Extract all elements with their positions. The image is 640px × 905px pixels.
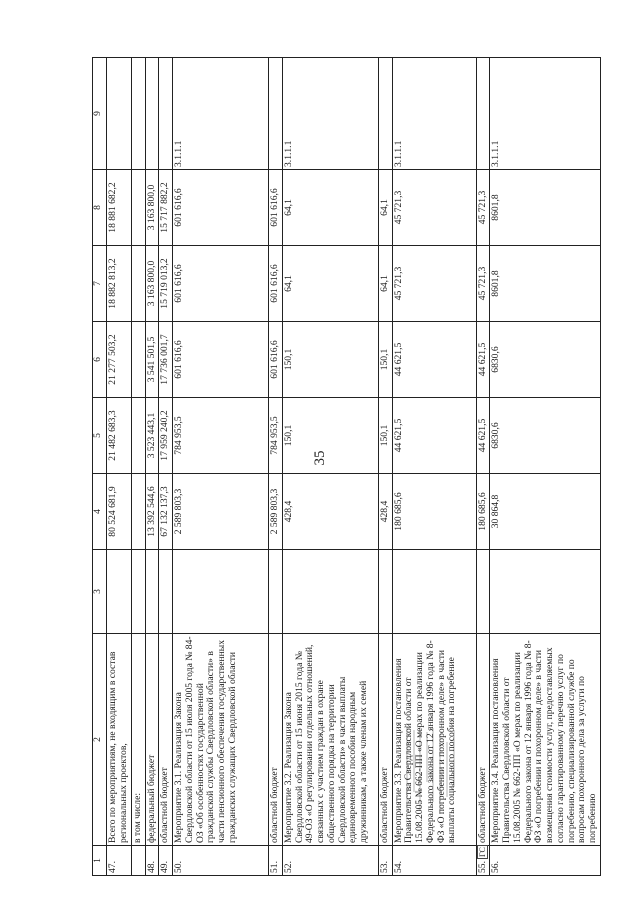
cell-year-3: 601 616,6	[173, 246, 269, 322]
row-number	[132, 846, 146, 876]
cell-year-3: 15 719 013,2	[159, 246, 173, 322]
row-number: 51.	[269, 846, 283, 876]
row-number: 47.	[107, 846, 132, 876]
header-cell: 3	[93, 550, 107, 634]
cell-year-4: 15 717 882,2	[159, 170, 173, 246]
cell-total: 80 524 681,9	[107, 474, 132, 550]
header-cell: 9	[93, 58, 107, 170]
cell-total: 67 132 137,3	[159, 474, 173, 550]
cell-year-4: 64,1	[378, 170, 392, 246]
table-row	[392, 58, 476, 876]
cell-year-1: 150,1	[378, 398, 392, 474]
cell-year-4: 64,1	[282, 170, 378, 246]
cell-col3	[476, 550, 490, 634]
table-row	[173, 58, 269, 876]
header-cell: 7	[93, 246, 107, 322]
cell-year-2: 601 616,6	[269, 322, 283, 398]
cell-total: 428,4	[282, 474, 378, 550]
cell-col3	[107, 550, 132, 634]
cell-year-2: 3 541 501,5	[145, 322, 159, 398]
cell-year-3: 45 721,3	[392, 246, 476, 322]
header-row	[93, 58, 107, 876]
stamp-mark: ГС	[477, 847, 487, 857]
cell-year-4: 45 721,3	[392, 170, 476, 246]
cell-target-ref	[159, 58, 173, 170]
cell-year-1: 150,1	[282, 398, 378, 474]
cell-target-ref	[132, 58, 146, 170]
page-number: 35	[312, 450, 328, 466]
row-description: в том числе:	[132, 634, 146, 846]
table-row	[159, 58, 173, 876]
row-description: областной бюджет	[269, 634, 283, 846]
row-description: Всего по мероприятиям, не входящим в состав региональных проектов,	[107, 634, 132, 846]
header-cell: 2	[93, 634, 107, 846]
cell-year-2: 17 736 001,7	[159, 322, 173, 398]
cell-year-2: 150,1	[378, 322, 392, 398]
cell-year-2: 150,1	[282, 322, 378, 398]
table-row	[282, 58, 378, 876]
cell-target-ref: 3.1.1.1	[490, 58, 600, 170]
cell-year-2: 21 277 503,2	[107, 322, 132, 398]
header-cell: 5	[93, 398, 107, 474]
cell-target-ref	[476, 58, 490, 170]
cell-year-2: 44 621,5	[392, 322, 476, 398]
table-row	[490, 58, 600, 876]
cell-year-2: 44 621,5	[476, 322, 490, 398]
table-row	[145, 58, 159, 876]
header-cell: 4	[93, 474, 107, 550]
row-number-text: 55.	[476, 861, 488, 873]
cell-col3	[490, 550, 600, 634]
table-holder	[92, 58, 599, 876]
cell-year-1: 6830,6	[490, 398, 600, 474]
row-description: Мероприятие 3.1. Реализация Закона Свердловской области от 15 июля 2005 года № 84-ОЗ «Об особенностях государственной гражданской службы Свердловской области» в части пенсионного обеспечения государственных гражданских служащих Свердловской области	[173, 634, 269, 846]
cell-year-1: 21 482 683,3	[107, 398, 132, 474]
cell-year-3: 64,1	[378, 246, 392, 322]
table-row	[269, 58, 283, 876]
cell-col3	[378, 550, 392, 634]
cell-target-ref	[378, 58, 392, 170]
cell-total: 13 392 544,6	[145, 474, 159, 550]
cell-total: 2 589 803,3	[269, 474, 283, 550]
table-row	[476, 58, 490, 876]
row-number: 49.	[159, 846, 173, 876]
cell-year-3: 45 721,3	[476, 246, 490, 322]
cell-year-1: 17 959 240,2	[159, 398, 173, 474]
row-description: областной бюджет	[476, 634, 490, 846]
cell-year-2	[132, 322, 146, 398]
cell-col3	[392, 550, 476, 634]
cell-total: 180 685,6	[392, 474, 476, 550]
cell-target-ref	[107, 58, 132, 170]
header-cell: 8	[93, 170, 107, 246]
cell-year-4: 3 163 800,0	[145, 170, 159, 246]
cell-year-4: 601 616,6	[269, 170, 283, 246]
row-number: 56.	[490, 846, 600, 876]
row-description: областной бюджет	[378, 634, 392, 846]
rotated-table-frame	[92, 58, 599, 876]
cell-col3	[132, 550, 146, 634]
cell-target-ref: 3.1.1.1	[392, 58, 476, 170]
cell-year-1: 44 621,5	[392, 398, 476, 474]
cell-year-1: 784 953,5	[269, 398, 283, 474]
cell-year-3	[132, 246, 146, 322]
cell-col3	[282, 550, 378, 634]
cell-col3	[159, 550, 173, 634]
row-description: областной бюджет	[159, 634, 173, 846]
cell-year-1: 3 523 443,1	[145, 398, 159, 474]
budget-table	[92, 57, 601, 876]
cell-year-1	[132, 398, 146, 474]
row-number: 52.	[282, 846, 378, 876]
row-description: федеральный бюджет	[145, 634, 159, 846]
table-row	[132, 58, 146, 876]
row-number	[476, 846, 490, 876]
cell-total	[132, 474, 146, 550]
cell-total: 30 864,8	[490, 474, 600, 550]
cell-col3	[269, 550, 283, 634]
cell-year-3: 3 163 800,0	[145, 246, 159, 322]
cell-year-3: 18 882 813,2	[107, 246, 132, 322]
row-number: 53.	[378, 846, 392, 876]
row-description: Мероприятие 3.3. Реализация постановления Правительства Свердловской области от 15.08.2005 № 662-ПП «О мерах по реализации Федерального закона от 12 января 1996 года № 8-ФЗ «О погребении и похоронном деле» в части выплаты социального пособия на погребение	[392, 634, 476, 846]
cell-year-4: 18 881 682,2	[107, 170, 132, 246]
cell-total: 2 589 803,3	[173, 474, 269, 550]
cell-year-3: 8601,8	[490, 246, 600, 322]
cell-year-2: 6830,6	[490, 322, 600, 398]
row-number: 50.	[173, 846, 269, 876]
cell-year-4: 8601,8	[490, 170, 600, 246]
cell-target-ref: 3.1.1.1	[173, 58, 269, 170]
cell-year-1: 784 953,5	[173, 398, 269, 474]
cell-year-3: 64,1	[282, 246, 378, 322]
header-cell: 1	[93, 846, 107, 876]
table-row	[378, 58, 392, 876]
cell-target-ref: 3.1.1.1	[282, 58, 378, 170]
cell-col3	[173, 550, 269, 634]
cell-total: 428,4	[378, 474, 392, 550]
cell-col3	[145, 550, 159, 634]
cell-year-4: 601 616,6	[173, 170, 269, 246]
cell-year-2: 601 616,6	[173, 322, 269, 398]
cell-year-3: 601 616,6	[269, 246, 283, 322]
header-cell: 6	[93, 322, 107, 398]
cell-target-ref	[145, 58, 159, 170]
cell-year-4	[132, 170, 146, 246]
table-row	[107, 58, 132, 876]
cell-total: 180 685,6	[476, 474, 490, 550]
row-number: 54.	[392, 846, 476, 876]
row-description: Мероприятие 3.2. Реализация Закона Свердловской области от 15 июня 2015 года № 49-ОЗ «О регулировании отдельных отношений, связанных с участием граждан в охране общественного порядка на территории Свердловской области» в части выплаты единовременного пособия народным дружинникам, а также членам их семей	[282, 634, 378, 846]
cell-year-4: 45 721,3	[476, 170, 490, 246]
row-description: Мероприятие 3.4. Реализация постановления Правительства Свердловской области от 15.08.2005 № 662-ПП «О мерах по реализации Федерального закона от 12 января 1996 года № 8-ФЗ «О погребении и похоронном деле» в части возмещения стоимости услуг, предоставляемых согласно гарантированному перечню услуг по погребению, специализированной службе по вопросам похоронного дела за услуги по погребению	[490, 634, 600, 846]
row-number: 48.	[145, 846, 159, 876]
cell-year-1: 44 621,5	[476, 398, 490, 474]
cell-target-ref	[269, 58, 283, 170]
